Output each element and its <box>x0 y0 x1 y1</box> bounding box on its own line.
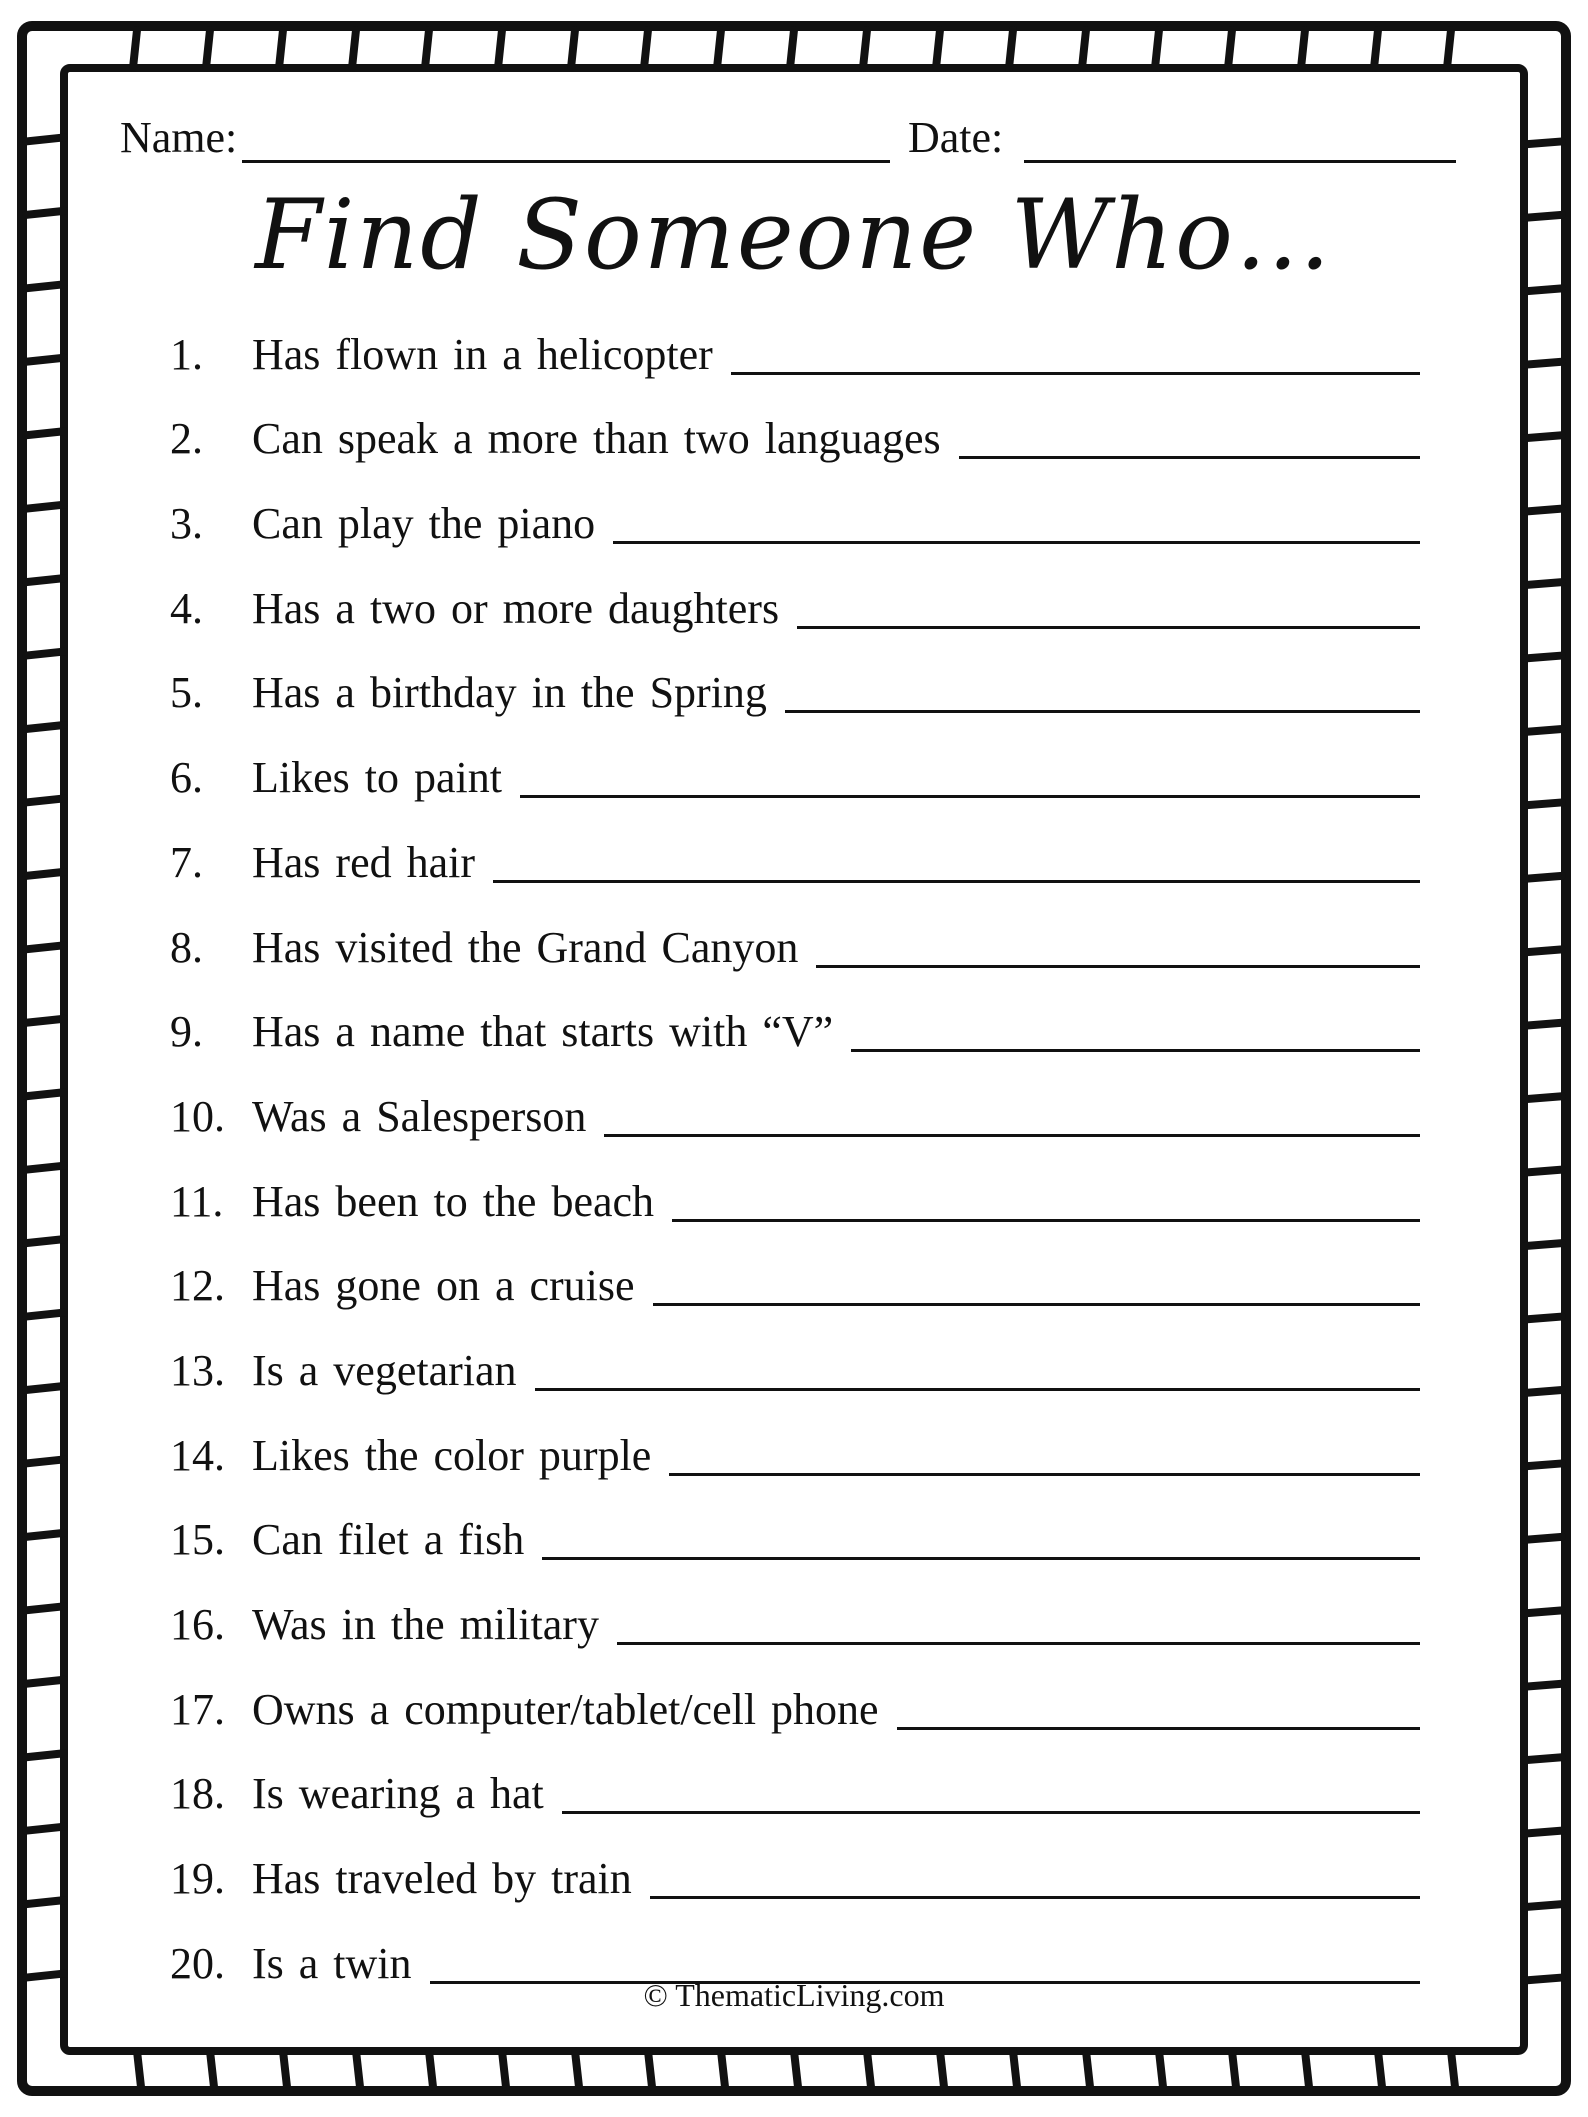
answer-line[interactable] <box>785 710 1420 713</box>
list-item <box>170 1147 1420 1232</box>
item-number: 11. <box>170 1176 224 1226</box>
answer-line[interactable] <box>797 626 1420 629</box>
border-rung <box>26 1606 64 1610</box>
border-rung <box>1009 30 1013 68</box>
border-rung <box>502 2051 506 2087</box>
item-number: 8. <box>170 922 203 972</box>
border-rung <box>1155 30 1159 68</box>
list-item <box>170 1740 1420 1825</box>
border-rung <box>429 2051 433 2087</box>
item-number: 9. <box>170 1007 203 1057</box>
border-rung <box>498 30 502 68</box>
item-number: 6. <box>170 753 203 803</box>
border-rung <box>26 725 64 729</box>
list-item <box>170 554 1420 639</box>
list-item <box>170 1401 1420 1486</box>
border-rung <box>1524 582 1562 585</box>
border-rung <box>867 2051 871 2087</box>
border-rung <box>1524 435 1562 438</box>
border-rung <box>648 2051 652 2087</box>
item-number: 3. <box>170 499 203 549</box>
border-rung <box>1524 1170 1562 1173</box>
list-item <box>170 723 1420 808</box>
border-rung <box>26 1313 64 1317</box>
border-rung <box>1524 1096 1562 1099</box>
item-prompt: Has gone on a cruise <box>252 1261 635 1311</box>
border-rung <box>1451 2051 1455 2087</box>
border-rung <box>1524 802 1562 805</box>
item-prompt: Has flown in a helicopter <box>252 329 713 379</box>
border-rung <box>206 30 210 68</box>
border-rung <box>1305 2051 1309 2087</box>
border-rung <box>1374 30 1378 68</box>
border-rung <box>352 30 356 68</box>
border-rung <box>1524 1463 1562 1466</box>
border-rung <box>1524 876 1562 879</box>
list-item <box>170 639 1420 724</box>
border-rung <box>210 2051 214 2087</box>
border-rung <box>26 652 64 656</box>
border-rung <box>26 1753 64 1757</box>
border-rung <box>26 798 64 802</box>
answer-line[interactable] <box>604 1134 1420 1137</box>
answer-line[interactable] <box>650 1896 1420 1899</box>
answer-line[interactable] <box>617 1642 1420 1645</box>
item-number: 18. <box>170 1769 225 1819</box>
item-number: 14. <box>170 1430 225 1480</box>
checklist <box>170 300 1420 1994</box>
item-prompt: Likes the color purple <box>252 1430 652 1480</box>
border-rung <box>1524 656 1562 659</box>
border-rung <box>1082 30 1086 68</box>
border-rung <box>26 945 64 949</box>
item-prompt: Has a birthday in the Spring <box>252 668 767 718</box>
border-rung <box>356 2051 360 2087</box>
list-item <box>170 893 1420 978</box>
border-rung <box>26 358 64 362</box>
border-rung <box>133 30 137 68</box>
list-item <box>170 978 1420 1063</box>
border-rung <box>1524 1610 1562 1613</box>
border-rung <box>644 30 648 68</box>
border-rung <box>26 1019 64 1023</box>
border-rung <box>1524 1023 1562 1026</box>
border-rung <box>1378 2051 1382 2087</box>
border-rung <box>936 30 940 68</box>
name-field[interactable] <box>242 160 890 163</box>
list-item <box>170 385 1420 470</box>
answer-line[interactable] <box>520 795 1420 798</box>
border-rung <box>279 30 283 68</box>
list-item <box>170 1570 1420 1655</box>
item-prompt: Likes to paint <box>252 753 502 803</box>
border-rung <box>26 1386 64 1390</box>
item-number: 1. <box>170 329 203 379</box>
border-rung <box>575 2051 579 2087</box>
border-rung <box>26 137 64 141</box>
item-prompt: Is a twin <box>252 1938 412 1988</box>
answer-line[interactable] <box>613 541 1420 544</box>
item-number: 20. <box>170 1938 225 1988</box>
border-rung <box>137 2051 141 2087</box>
border-rung <box>790 30 794 68</box>
answer-line[interactable] <box>493 880 1420 883</box>
border-rung <box>26 1092 64 1096</box>
border-rung <box>1524 141 1562 144</box>
border-rung <box>425 30 429 68</box>
item-number: 12. <box>170 1261 225 1311</box>
border-rung <box>26 505 64 509</box>
border-rung <box>794 2051 798 2087</box>
item-prompt: Has traveled by train <box>252 1854 632 1904</box>
border-rung <box>1524 1317 1562 1320</box>
list-item <box>170 1062 1420 1147</box>
border-rung <box>1228 30 1232 68</box>
item-number: 7. <box>170 837 203 887</box>
border-rung <box>26 1827 64 1831</box>
border-rung <box>1524 1684 1562 1687</box>
border-rung <box>571 30 575 68</box>
border-rung <box>283 2051 287 2087</box>
answer-line[interactable] <box>535 1388 1420 1391</box>
item-number: 13. <box>170 1345 225 1395</box>
item-prompt: Can speak a more than two languages <box>252 414 941 464</box>
answer-line[interactable] <box>672 1219 1420 1222</box>
item-number: 16. <box>170 1600 225 1649</box>
border-rung <box>26 1239 64 1243</box>
item-prompt: Is wearing a hat <box>252 1769 544 1819</box>
item-prompt: Has visited the Grand Canyon <box>252 922 799 972</box>
border-rung <box>1524 1831 1562 1834</box>
border-rung <box>1159 2051 1163 2087</box>
border-rung <box>26 1166 64 1170</box>
answer-line[interactable] <box>562 1811 1420 1814</box>
border-rung <box>1524 362 1562 365</box>
border-rung <box>863 30 867 68</box>
border-rung <box>1524 509 1562 512</box>
answer-line[interactable] <box>653 1303 1420 1306</box>
border-rung <box>1524 1904 1562 1907</box>
border-rung <box>26 1900 64 1904</box>
border-rung <box>26 1533 64 1537</box>
list-item <box>170 1655 1420 1740</box>
border-rung <box>721 2051 725 2087</box>
list-item <box>170 1232 1420 1317</box>
item-number: 4. <box>170 583 203 633</box>
list-item <box>170 469 1420 554</box>
border-rung <box>1524 729 1562 732</box>
item-number: 10. <box>170 1091 225 1141</box>
item-prompt: Was in the military <box>252 1600 599 1649</box>
border-rung <box>1301 30 1305 68</box>
list-item <box>170 808 1420 893</box>
page-title: Find Someone Who… <box>255 179 1333 291</box>
border-rung <box>1013 2051 1017 2087</box>
border-rung <box>717 30 721 68</box>
answer-line[interactable] <box>851 1049 1420 1052</box>
border-rung <box>940 2051 944 2087</box>
item-number: 17. <box>170 1684 225 1734</box>
item-prompt: Was a Salesperson <box>252 1091 587 1141</box>
list-item <box>170 1824 1420 1909</box>
border-rung <box>1524 1390 1562 1393</box>
border-rung <box>26 431 64 435</box>
border-rung <box>1232 2051 1236 2087</box>
border-rung <box>1524 1537 1562 1540</box>
answer-line[interactable] <box>542 1557 1420 1560</box>
border-rung <box>1524 1757 1562 1760</box>
border-rung <box>1447 30 1451 68</box>
border-rung <box>26 1680 64 1684</box>
item-number: 5. <box>170 668 203 718</box>
answer-line[interactable] <box>731 372 1420 375</box>
item-number: 2. <box>170 414 203 464</box>
list-item <box>170 1316 1420 1401</box>
list-item <box>170 1486 1420 1571</box>
answer-line[interactable] <box>897 1727 1420 1730</box>
item-prompt: Can play the piano <box>252 499 596 549</box>
date-label: Date: <box>908 113 1004 162</box>
answer-line[interactable] <box>959 456 1420 459</box>
name-label: Name: <box>120 113 238 162</box>
item-prompt: Is a vegetarian <box>252 1345 517 1395</box>
item-number: 15. <box>170 1515 225 1565</box>
date-field[interactable] <box>1024 160 1456 163</box>
border-rung <box>1524 1243 1562 1246</box>
item-number: 19. <box>170 1854 225 1904</box>
border-rung <box>1086 2051 1090 2087</box>
item-prompt: Owns a computer/tablet/cell phone <box>252 1684 879 1734</box>
border-rung <box>26 872 64 876</box>
item-prompt: Has a two or more daughters <box>252 583 780 633</box>
border-rung <box>26 578 64 582</box>
item-prompt: Has red hair <box>252 837 476 887</box>
answer-line[interactable] <box>816 965 1420 968</box>
border-rung <box>1524 949 1562 952</box>
answer-line[interactable] <box>669 1473 1420 1476</box>
list-item <box>170 300 1420 385</box>
copyright-notice: © ThematicLiving.com <box>643 1977 945 2013</box>
border-rung <box>26 1459 64 1463</box>
item-prompt: Has been to the beach <box>252 1176 655 1226</box>
item-prompt: Has a name that starts with “V” <box>252 1007 834 1057</box>
item-prompt: Can filet a fish <box>252 1515 525 1565</box>
